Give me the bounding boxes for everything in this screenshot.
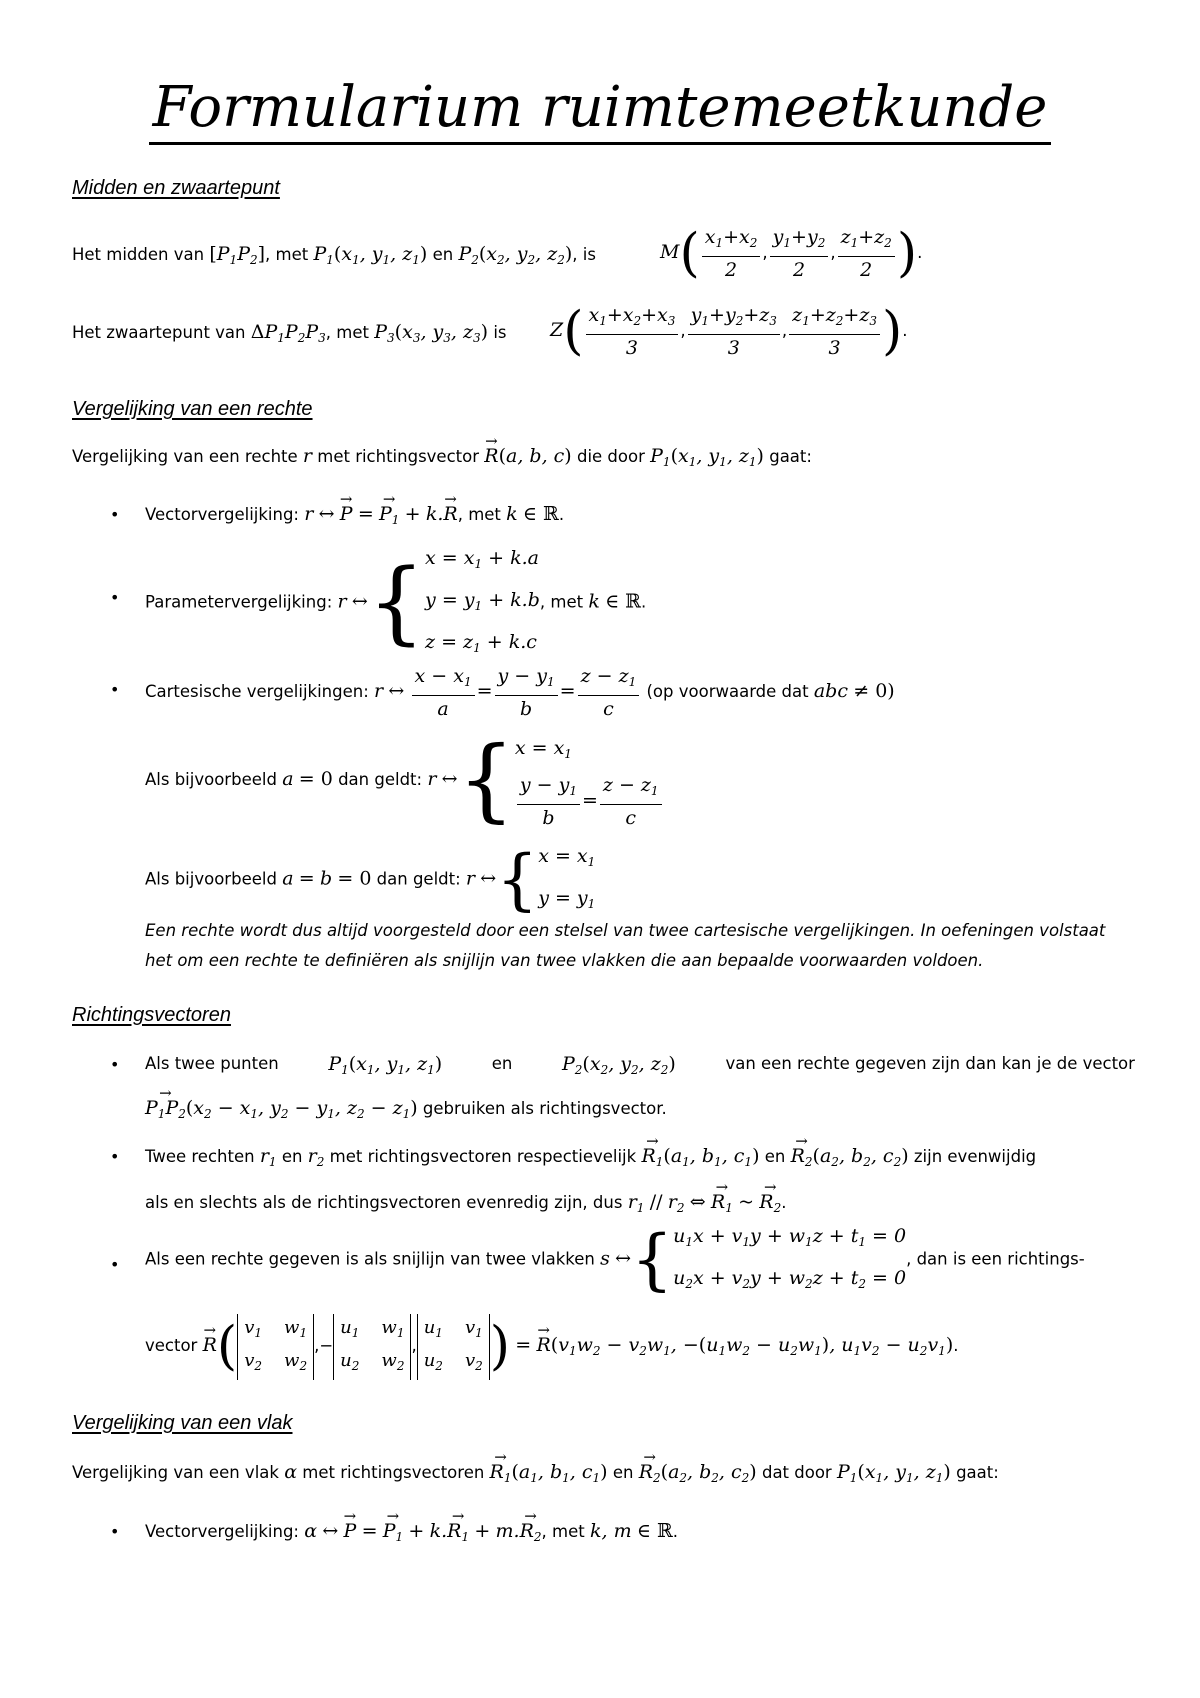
richting-b2-line1: Twee rechten $r_1$ en $r_2$ met richtingsvectoren respectievelijk → $R_1(a_1$, $b_1$, $c_1$) en → $R_2(a_2$, $b_2$, $c_2$) zijn evenwijdig [145,1144,1036,1174]
heading-vlak: Vergelijking van een vlak [72,1412,293,1434]
rechte-intro: Vergelijking van een rechte r met richtingsvector → R(a, b, c) die door $P_1(x_1$, $y_1$, $z_1$) gaat: [72,444,812,474]
bullet: • [110,505,120,524]
bullet: • [110,680,120,699]
richting-b1-line2: → $P_1P_2(x_2 - x_1$, $y_2 - y_1$, $z_2 - z_1$) gebruiken als richtingsvector. [145,1096,667,1126]
richting-b3-line2: vector → R( $v_1$ $w_1$ $v_2$ $w_2$ ,− $u_1$ $w_1$ $u_2$ $w_2$ , $u_1$ $v_1$ $u_2$ $v_2$ ) = → $R(v_1w_2 - v_2w_1$, $-(u_1w_2 - u_2w_1)$, $u_1v_2 - u_2v_1$). [145,1310,958,1386]
richting-b3-line1: Als een rechte gegeven is als snijlijn van twee vlakken s ↔{ $u_1x + v_1y + w_1z + t_1 = 0$ $u_2x + v_2y + w_2z + t_2 = 0$ , dan is een richtings- [145,1221,1085,1298]
richting-b2-line2: als en slechts als de richtingsvectoren evenredig zijn, dus $r_1 // r_2$ ⇔ → $R_1$ ~ → $R_2$. [145,1190,786,1220]
heading-midden: Midden en zwaartepunt [72,177,280,199]
heading-richtingsvectoren: Richtingsvectoren [72,1004,231,1026]
rechte-cartesisch: Cartesische vergelijkingen: r ↔ $\frac{x - x_1}{a}$ = $\frac{y - y_1}{b}$ = $\frac{z - z_1}{c}$ (op voorwaarde dat abc ≠ 0) [145,665,895,720]
rechte-vectorvergelijking: Vectorvergelijking: r ↔ → P = → $P_1 + k.\to R$, met k ∈ ℝ. [145,502,564,532]
formula-midden: Het midden van $[P_1P_2]$, met $P_1(x_1$, $y_1$, $z_1$) en $P_2(x_2$, $y_2$, $z_2$), is [72,243,596,267]
rechte-opmerking: Een rechte wordt dus altijd voorgesteld door een stelsel van twee cartesische vergelijkingen. In oefeningen volstaat het om een rechte te definiëren als snijlijn van twee vlakken die aan bepaalde voorwaarden voldoen. [145,921,1106,970]
richting-b1-line1: Als twee punten $P_1(x_1$, $y_1$, $z_1$) en $P_2(x_2$, $y_2$, $z_2$) van een rechte gegeven zijn dan kan je de vector [145,1053,1135,1077]
vlak-intro: Vergelijking van een vlak α met richtingsvectoren → $R_1(a_1$, $b_1$, $c_1$) en → $R_2(a_2$, $b_2$, $c_2$) dat door $P_1(x_1$, $y_1$, $z_1$) gaat: [72,1460,999,1490]
bullet: • [110,588,120,607]
heading-rechte: Vergelijking van een rechte [72,398,313,420]
bullet: • [110,1522,120,1541]
bullet: • [110,1255,120,1274]
vlak-vectorvergelijking: Vectorvergelijking: α ↔ → P = → $P_1 + k.\to R_1 + m.\to R_2$, met k, m ∈ ℝ. [145,1519,678,1549]
page-title: Formularium ruimtemeetkunde [0,80,1200,136]
formula-zwaartepunt: Het zwaartepunt van $\Delta P_1P_2P_3$, met $P_3(x_3$, $y_3$, $z_3$) is [72,321,507,345]
bullet: • [110,1055,120,1074]
formula-midden-M: M( $\frac{x_1+x_2}{2}$ , $\frac{y_1+y_2}{2}$ , $\frac{z_1+z_2}{2}$ ). [660,223,923,284]
rechte-voorbeeld-2: Als bijvoorbeeld a = b = 0 dan geldt: r ↔{ $x = x_1$ $y = y_1$ [145,841,596,918]
rechte-parametervergelijking: Parametervergelijking: r ↔{ $x = x_1 + k.a$ $y = y_1 + k.b$ $z = z_1 + k.c$ , met k ∈ ℝ. [145,547,647,655]
rechte-voorbeeld-1: Als bijvoorbeeld a = 0 dan geldt: r ↔{ $x = x_1$ $\frac{y - y_1}{b}$ = $\frac{z - z_1}{c}$ [145,730,664,831]
bullet: • [110,1147,120,1166]
formula-zwaartepunt-Z: Z( $\frac{x_1+x_2+x_3}{3}$ , $\frac{y_1+y_2+z_3}{3}$ , $\frac{z_1+z_2+z_3}{3}$ ). [550,301,908,362]
